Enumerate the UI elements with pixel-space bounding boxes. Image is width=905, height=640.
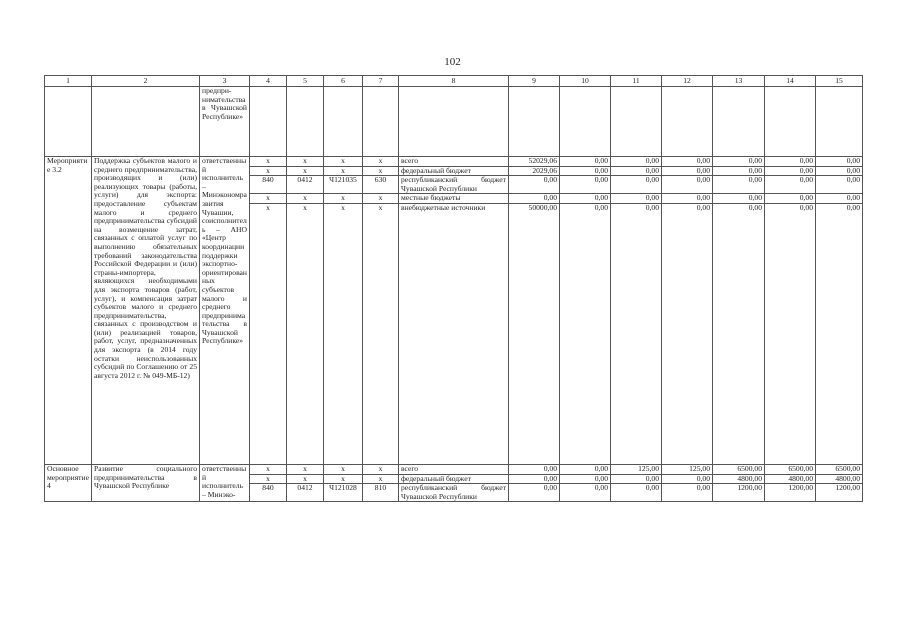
target-article-code: Ч121028 [324,484,363,502]
column-number: 4 [250,76,287,87]
amount-cell: 0,00 [509,176,560,194]
column-number: 11 [611,76,662,87]
amount-cell: 4800,00 [713,474,765,484]
amount-cell: 0,00 [662,484,713,502]
section-code: x [287,203,324,464]
amount-cell: 0,00 [611,194,662,204]
amount-cell: 0,00 [713,176,765,194]
amount-cell: 1200,00 [765,484,816,502]
amount-cell: 0,00 [765,157,816,167]
amount-cell: 0,00 [662,176,713,194]
budget-code: 840 [250,484,287,502]
amount-cell: 0,00 [611,484,662,502]
amount-cell: 4800,00 [816,474,863,484]
amount-cell: 0,00 [560,176,611,194]
column-number: 15 [816,76,863,87]
funding-source: внебюджетные источники [399,203,509,464]
target-article-code: x [324,166,363,176]
amount-cell: 1200,00 [816,484,863,502]
amount-cell: 0,00 [560,484,611,502]
amount-cell: 0,00 [816,157,863,167]
funding-source: республиканский бюджет Чувашской Республики [399,176,509,194]
column-number: 1 [45,76,92,87]
amount-cell: 0,00 [611,474,662,484]
amount-cell: 6500,00 [816,464,863,474]
column-number: 10 [560,76,611,87]
budget-code: x [250,464,287,474]
amount-cell: 0,00 [509,194,560,204]
page-number: 102 [444,56,461,68]
amount-cell: 0,00 [662,203,713,464]
section-code: x [287,157,324,167]
expense-type-code: x [363,194,399,204]
executor-continuation: предпри-нимательства в Чувашской Республике» [200,87,250,157]
expense-type-code: x [363,166,399,176]
funding-source: республиканский бюджет Чувашской Республики [399,484,509,502]
amount-cell: 0,00 [816,166,863,176]
amount-cell: 0,00 [509,484,560,502]
amount-cell: 0,00 [509,464,560,474]
amount-cell: 0,00 [765,176,816,194]
budget-code: x [250,194,287,204]
target-article-code: x [324,464,363,474]
amount-cell: 6500,00 [713,464,765,474]
measure-executor: ответственный исполнитель – Минэко- [200,464,250,501]
budget-table [44,75,863,502]
budget-code: x [250,203,287,464]
amount-cell: 0,00 [611,157,662,167]
amount-cell: 2029,06 [509,166,560,176]
expense-type-code: x [363,474,399,484]
expense-type-code: 630 [363,176,399,194]
amount-cell: 0,00 [713,166,765,176]
table-row [45,157,863,167]
column-number: 6 [324,76,363,87]
amount-cell: 0,00 [662,194,713,204]
amount-cell: 0,00 [560,203,611,464]
budget-code: x [250,157,287,167]
target-article-code: x [324,474,363,484]
expense-type-code: x [363,464,399,474]
section-code: x [287,464,324,474]
table-row [45,464,863,474]
funding-source: местные бюджеты [399,194,509,204]
amount-cell: 0,00 [765,194,816,204]
amount-cell: 0,00 [713,157,765,167]
expense-type-code: x [363,157,399,167]
continuation-row [45,87,863,157]
section-code: x [287,194,324,204]
target-article-code: x [324,157,363,167]
amount-cell: 0,00 [816,194,863,204]
amount-cell: 0,00 [713,194,765,204]
budget-code: x [250,474,287,484]
column-number: 14 [765,76,816,87]
amount-cell: 0,00 [662,157,713,167]
column-number: 3 [200,76,250,87]
amount-cell: 50000,00 [509,203,560,464]
measure-name: Мероприятие 3.2 [45,157,92,465]
amount-cell: 0,00 [611,203,662,464]
amount-cell: 0,00 [662,166,713,176]
budget-code: x [250,166,287,176]
amount-cell: 0,00 [560,166,611,176]
measure-executor: ответственный исполнитель – Минэкономразвития Чувашии, соисполнитель – АНО «Центр координации поддержки экспортно-ориентированных субъектов малого и среднего предпринимательства в Чувашской Республике» [200,157,250,465]
measure-name: Основное мероприятие 4 [45,464,92,501]
expense-type-code: x [363,203,399,464]
amount-cell: 0,00 [765,166,816,176]
amount-cell: 125,00 [611,464,662,474]
amount-cell: 0,00 [560,157,611,167]
amount-cell: 0,00 [611,176,662,194]
expense-type-code: 810 [363,484,399,502]
column-number-row [45,76,863,87]
amount-cell: 0,00 [816,176,863,194]
column-number: 12 [662,76,713,87]
measure-description: Поддержка субъектов малого и среднего предпринимательства, производящих и (или) реализующих товары (работы, услуги) для экспорта: предоставление субъектам малого и среднего предпринимательства субсидий на возмещение затрат, связанных с оплатой услуг по выполнению обязательных требований законодательства Российской Федерации и (или) страны-импортера, являющихся необходимыми для экспорта товаров (работ, услуг), и компенсация затрат субъектов малого и среднего предпринимательства, связанных с производством и (или) реализацией товаров, работ, услуг, предназначенных для экспорта (в 2014 году остатки неиспользованных субсидий по Соглашению от 25 августа 2012 г. № 049-МБ-12) [92,157,200,465]
section-code: x [287,166,324,176]
amount-cell: 52029,06 [509,157,560,167]
target-article-code: x [324,203,363,464]
amount-cell: 0,00 [560,194,611,204]
funding-source: федеральный бюджет [399,474,509,484]
target-article-code: x [324,194,363,204]
budget-code: 840 [250,176,287,194]
column-number: 2 [92,76,200,87]
column-number: 5 [287,76,324,87]
section-code: 0412 [287,484,324,502]
amount-cell: 125,00 [662,464,713,474]
amount-cell: 0,00 [816,203,863,464]
amount-cell: 0,00 [611,166,662,176]
amount-cell: 0,00 [765,203,816,464]
column-number: 9 [509,76,560,87]
measure-description: Развитие социального предпринимательства в Чувашской Республике [92,464,200,501]
column-number: 8 [399,76,509,87]
target-article-code: Ч121035 [324,176,363,194]
amount-cell: 0,00 [560,464,611,474]
amount-cell: 0,00 [713,203,765,464]
amount-cell: 6500,00 [765,464,816,474]
amount-cell: 0,00 [560,474,611,484]
funding-source: федеральный бюджет [399,166,509,176]
section-code: x [287,474,324,484]
section-code: 0412 [287,176,324,194]
amount-cell: 0,00 [509,474,560,484]
funding-source: всего [399,157,509,167]
amount-cell: 0,00 [662,474,713,484]
funding-source: всего [399,464,509,474]
amount-cell: 1200,00 [713,484,765,502]
column-number: 13 [713,76,765,87]
column-number: 7 [363,76,399,87]
amount-cell: 4800,00 [765,474,816,484]
